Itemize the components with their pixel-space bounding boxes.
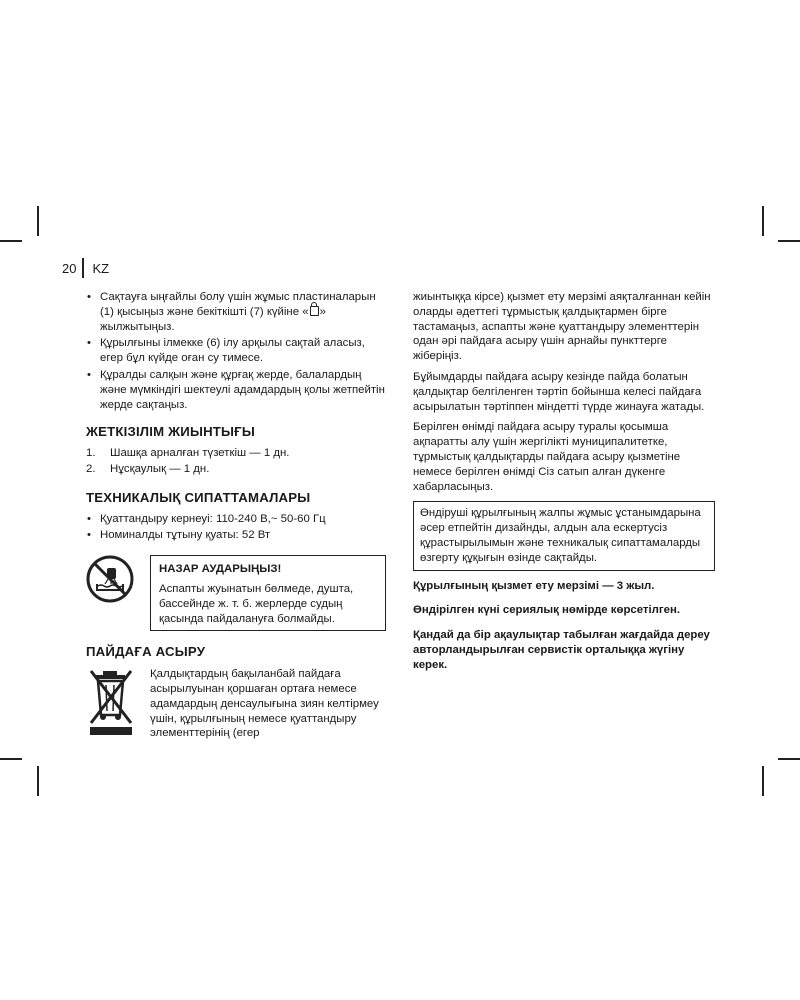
no-water-icon (86, 555, 134, 603)
crossed-bin-icon (86, 667, 136, 737)
page-header (62, 258, 109, 278)
crop-mark (762, 206, 764, 236)
disposal-section (86, 667, 386, 741)
service-center-text: Қандай да бір ақаулықтар табылған жағдайда дереу авторландырылған сервистік орталыққа жүгіну керек. (413, 629, 710, 671)
crop-mark (37, 766, 39, 796)
crop-mark (0, 240, 22, 242)
header-divider (82, 258, 84, 278)
list-item: 2. Нұсқаулық — 1 дн. (86, 462, 210, 475)
warning-title: НАЗАР АУДАРЫҢЫЗ! (159, 563, 282, 576)
crop-mark (778, 240, 800, 242)
list-item: • Құралды салқын және құрғақ жерде, балалардың және мүмкіндігі шектеулі адамдардың қолы жетпейтін жерде сақтаңыз. (86, 368, 386, 412)
language-code: KZ (92, 260, 110, 276)
delivery-list (86, 446, 386, 477)
section-heading-disposal: ПАЙДАҒА АСЫРУ (86, 644, 206, 660)
storage-list (86, 290, 386, 412)
warning-box (150, 555, 386, 631)
disposal-text: Қалдықтардың бақыланбай пайдаға асырылуынан қоршаған ортаға немесе адамдардың денсаулығына зиян келтірмеу үшін, құрылғының немесе қуаттандыру элементтерінің (егер (150, 668, 379, 740)
crop-mark (778, 758, 800, 760)
recycling-paragraph: Бұйымдарды пайдаға асыру кезінде пайда болатын қалдықтар белгіленген тәртіп бойынша келесі пайдаға асырылатын тәртіппен міндетті түрде жинауға жатады. (413, 370, 705, 413)
manufacture-date-text: Өндірілген күні сериялық нөмірде көрсетілген. (413, 604, 681, 617)
list-item: • Номиналды тұтыну қуаты: 52 Вт (86, 528, 386, 543)
list-item: • Құрылғыны ілмекке (6) ілу арқылы сақтай аласыз, егер бұл күйде оған су тимесе. (86, 336, 386, 366)
recycling-paragraph: Берілген өнімді пайдаға асыру туралы қосымша ақпаратты алу үшін жергілікті муниципалитетке, тұрмыстық қалдықтарды пайдаға асыру қызметіне немесе берілген өнімді Сіз сатып алған дүкенге хабарласыңыз. (413, 421, 681, 493)
service-life-text: Құрылғының қызмет ету мерзімі — 3 жыл. (413, 579, 655, 592)
recycling-paragraph: жиынтыққа кірсе) қызмет ету мерзімі аяқталғаннан кейін оларды әдеттегі тұрмыстық қалдықтармен бірге тастамаңыз, аспапты және қуаттандыру элементтерін одан әрі пайдаға асыру үшін арнайы пункттерге жіберіңіз. (413, 291, 711, 363)
specs-list (86, 512, 386, 544)
manufacturer-note-box: Өндіруші құрылғының жалпы жұмыс ұстанымдарына әсер етпейтін дизайнды, алдын ала ескертусіз құрастырылымын және техникалық сипаттамаларды өзгерту құқығын өзінде сақтайды. (413, 501, 715, 570)
list-item: 1. Шашқа арналған түзеткіш — 1 дн. (86, 447, 290, 460)
crop-mark (37, 206, 39, 236)
page-number: 20 (62, 260, 77, 276)
crop-mark (762, 766, 764, 796)
left-column (86, 290, 386, 741)
warning-section (86, 555, 386, 631)
warning-text: Аспапты жуынатын бөлмеде, душта, бассейнде ж. т. б. жерлерде судың қасында пайдалануға болмайды. (159, 582, 354, 625)
crop-mark (0, 758, 22, 760)
list-item: • Қуаттандыру кернеуі: 110-240 В,~ 50-60 Гц (86, 512, 386, 527)
section-heading-specs: ТЕХНИКАЛЫҚ СИПАТТАМАЛАРЫ (86, 489, 311, 505)
lock-icon (310, 306, 319, 316)
right-column (413, 290, 715, 673)
list-item: • Сақтауға ыңғайлы болу үшін жұмыс пластиналарын (1) қысыңыз және бекіткішті (7) күйіне « » жылжытыңыз. (86, 290, 386, 334)
section-heading-delivery: ЖЕТКІЗІЛІМ ЖИЫНТЫҒЫ (86, 424, 255, 440)
